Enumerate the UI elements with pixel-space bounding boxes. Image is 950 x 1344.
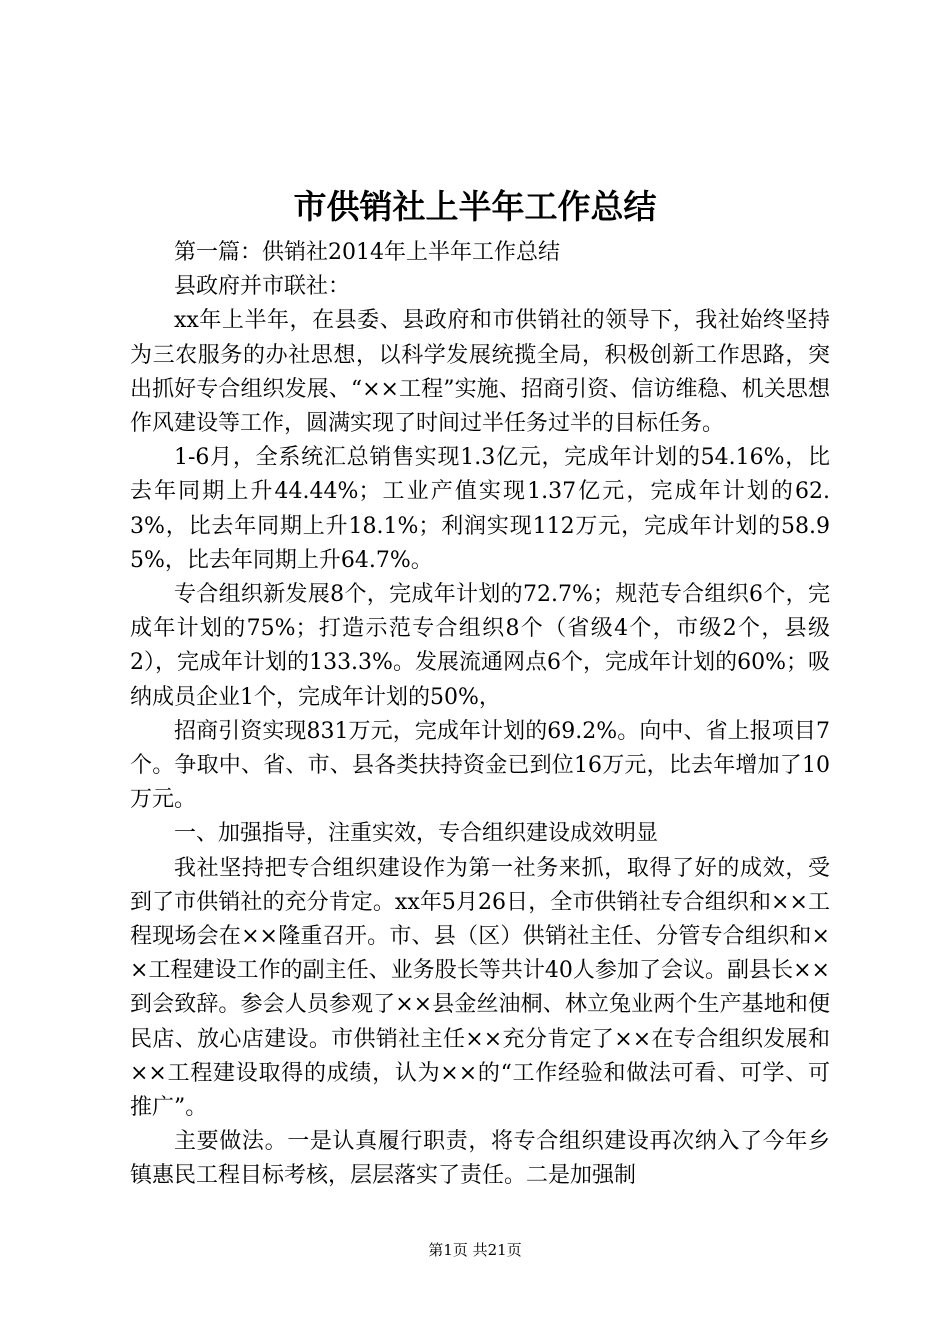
paragraph: 主要做法。一是认真履行职责，将专合组织建设再次纳入了今年乡镇惠民工程目标考核，层层落实了责任。二是加强制 xyxy=(130,1129,830,1189)
paragraph: 1-6月，全系统汇总销售实现1.3亿元，完成年计划的54.16%，比去年同期上升44.44%；工业产值实现1.37亿元，完成年计划的62.3%，比去年同期上升18.1%；利润实现112万元，完成年计划的58.95%，比去年同期上升64.7%。 xyxy=(130,445,830,573)
salutation: 县政府并市联社： xyxy=(174,274,351,300)
document-body xyxy=(130,236,830,1194)
paragraph: 专合组织新发展8个，完成年计划的72.7%；规范专合组织6个，完成年计划的75%；打造示范专合组织8个（省级4个，市级2个，县级2），完成年计划的133.3%。发展流通网点6个，完成年计划的60%；吸纳成员企业1个，完成年计划的50%， xyxy=(130,582,830,710)
paragraph: 我社坚持把专合组织建设作为第一社务来抓，取得了好的成效，受到了市供销社的充分肯定。xx年5月26日，全市供销社专合组织和××工程现场会在××隆重召开。市、县（区）供销社主任、分管专合组织和××工程建设工作的副主任、业务股长等共计40人参加了会议。副县长××到会致辞。参会人员参观了××县金丝油桐、林立兔业两个生产基地和便民店、放心店建设。市供销社主任××充分肯定了××在专合组织发展和××工程建设取得的成绩，认为××的“工作经验和做法可看、可学、可推广”。 xyxy=(130,855,830,1121)
document-title: 市供销社上半年工作总结 xyxy=(293,187,657,226)
page-number-footer: 第1页 共21页 xyxy=(428,1241,522,1259)
section-subheading: 一、加强指导，注重实效，专合组织建设成效明显 xyxy=(174,821,659,847)
section-heading: 第一篇：供销社2014年上半年工作总结 xyxy=(174,240,560,265)
paragraph: 招商引资实现831万元，完成年计划的69.2%。向中、省上报项目7个。争取中、省、市、县各类扶持资金已到位16万元，比去年增加了10万元。 xyxy=(130,718,830,813)
paragraph: xx年上半年，在县委、县政府和市供销社的领导下，我社始终坚持为三农服务的办社思想，以科学发展统揽全局，积极创新工作思路，突出抓好专合组织发展、“××工程”实施、招商引资、信访维稳、机关思想作风建设等工作，圆满实现了时间过半任务过半的目标任务。 xyxy=(130,308,830,437)
